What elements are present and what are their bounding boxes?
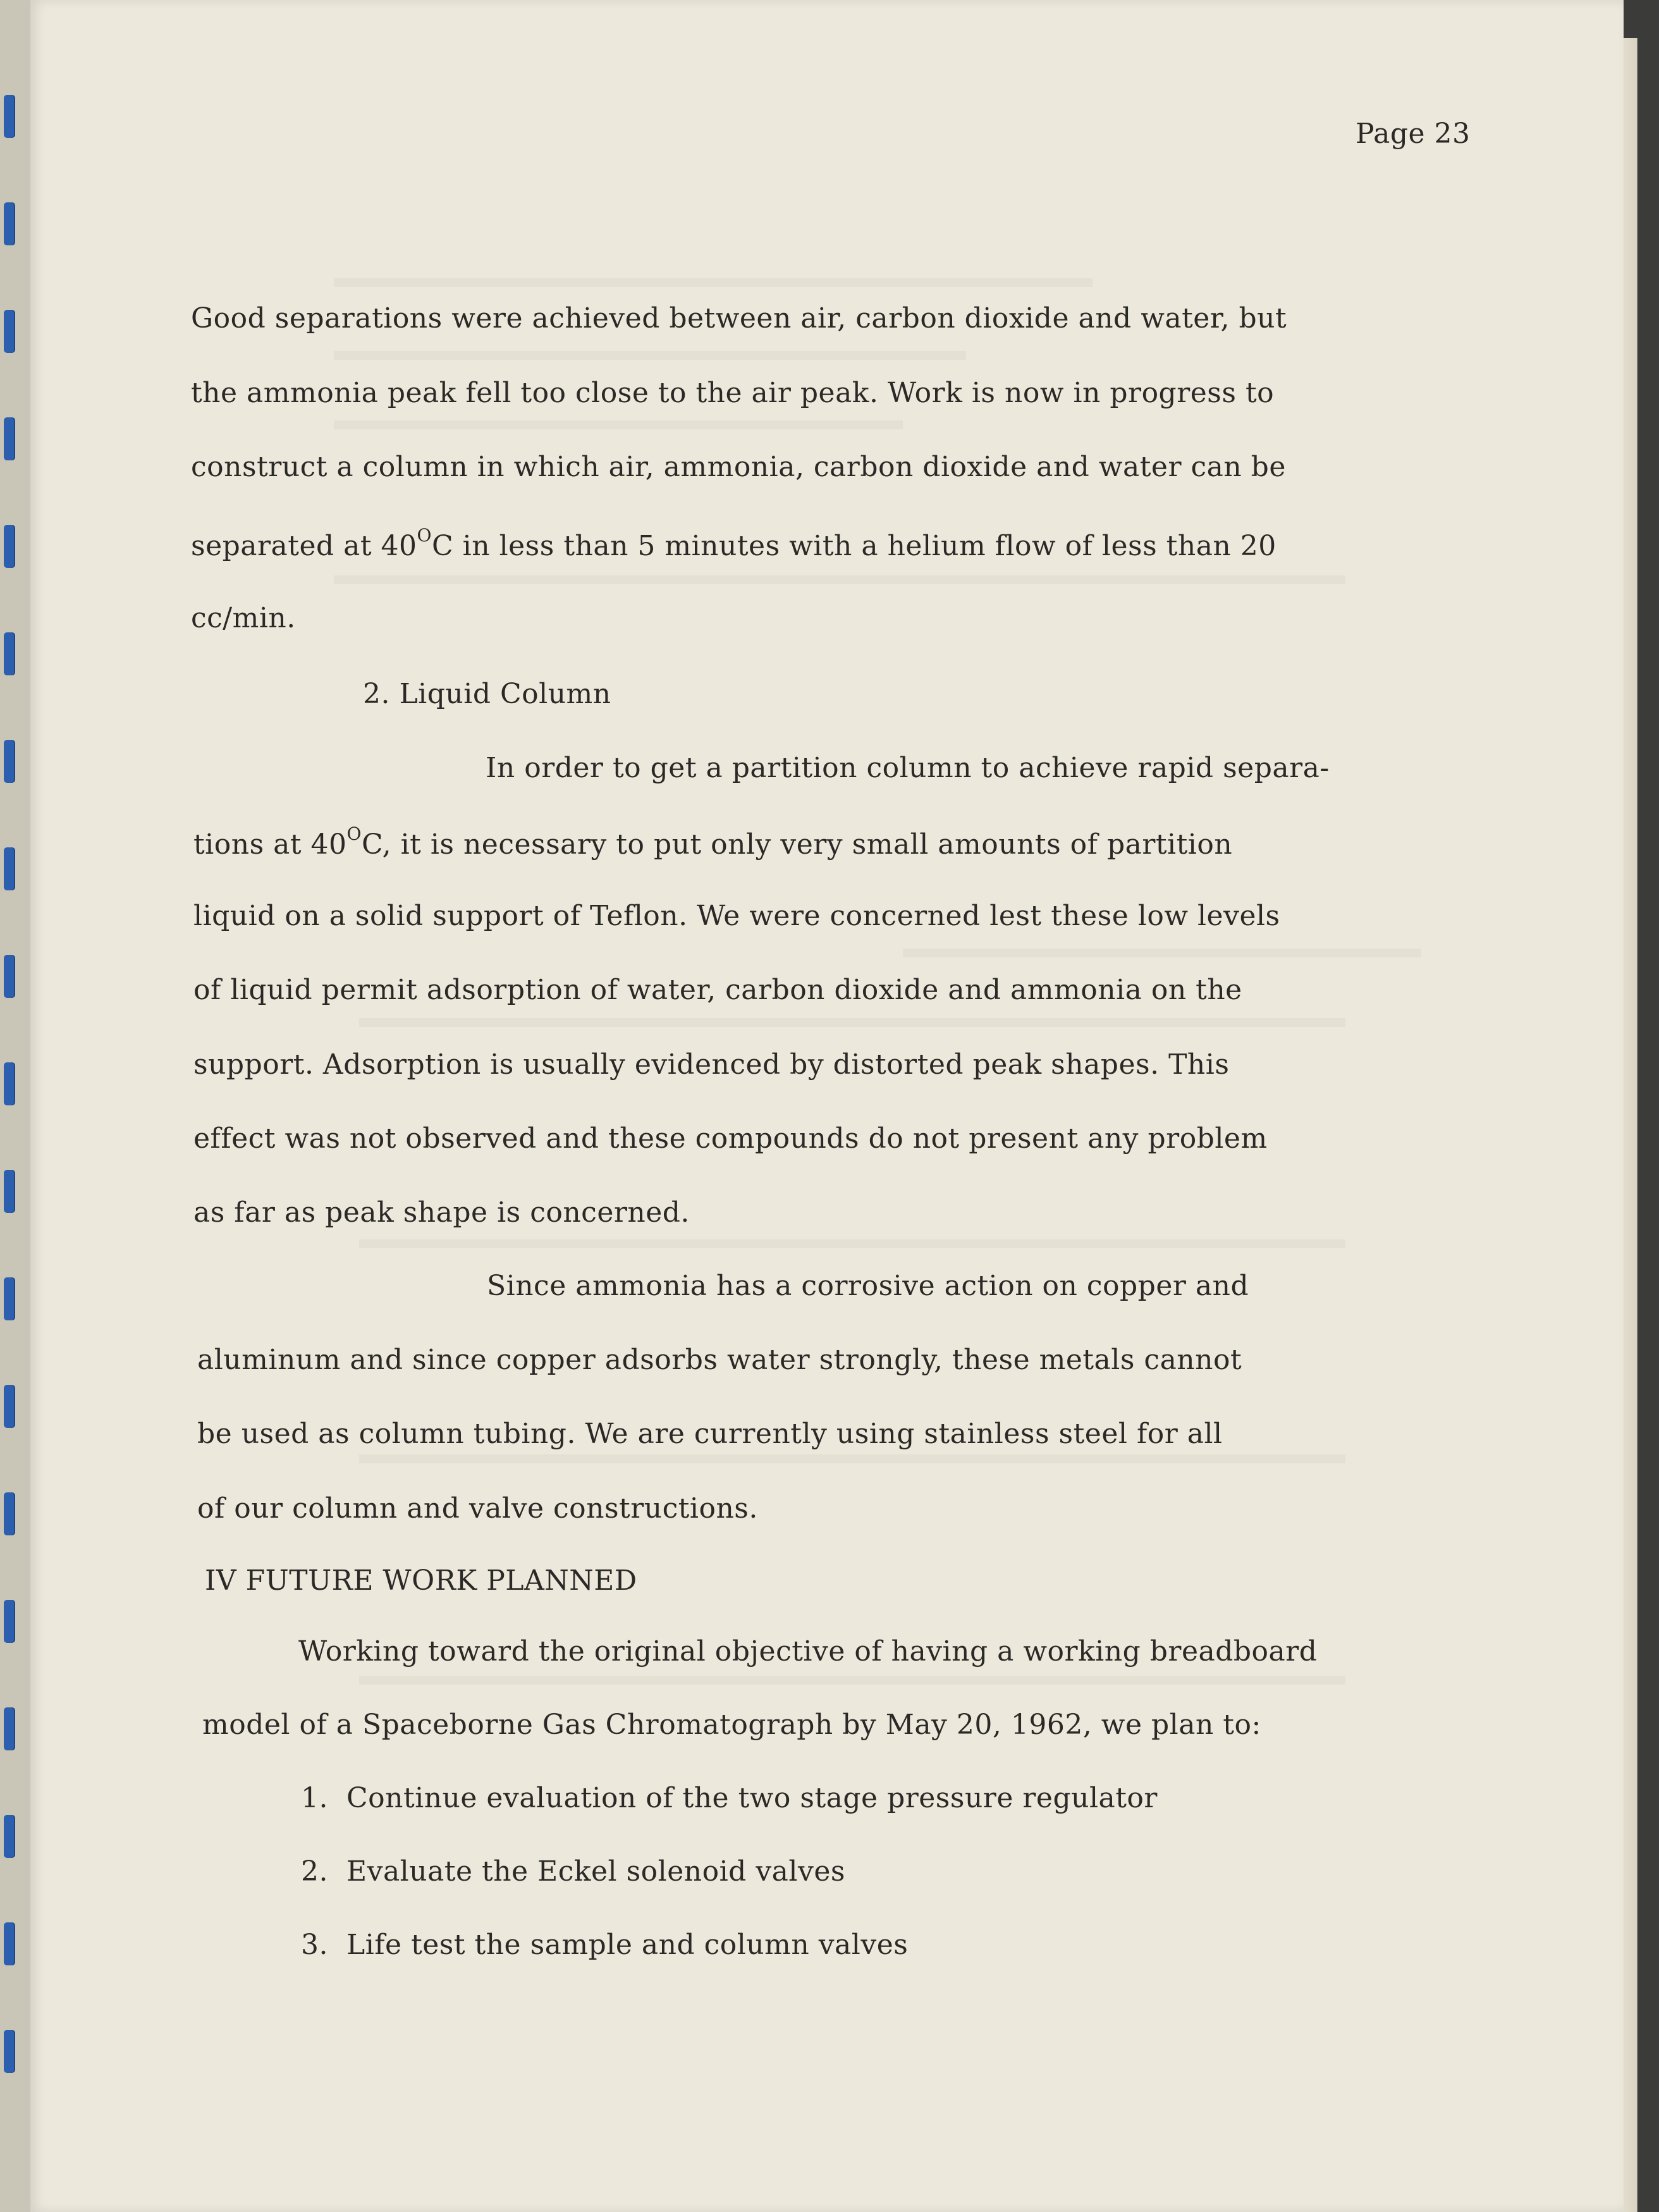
paragraph-2-line-5: support. Adsorption is usually evidenced by distorted peak shapes. This (193, 1048, 1230, 1081)
binding-coil (4, 1815, 14, 1858)
text-run: separated at 40 (191, 530, 417, 562)
section-4-heading: IV FUTURE WORK PLANNED (205, 1564, 637, 1597)
page-number: Page 23 (1356, 118, 1471, 150)
section-2-heading: 2. Liquid Column (363, 678, 611, 710)
binding-coil (4, 847, 14, 890)
bleed-through (334, 421, 903, 429)
binding-coil (4, 1170, 14, 1213)
plan-item-1 (301, 1782, 1158, 1814)
binding-coil (4, 1277, 14, 1320)
bleed-through (334, 278, 1093, 287)
bleed-through (334, 575, 1345, 584)
binding-coil (4, 95, 14, 138)
binding-coil (4, 202, 14, 245)
binding-coil (4, 1385, 14, 1428)
degree-superscript: O (346, 823, 362, 844)
binding-coil (4, 632, 14, 675)
binding-coil (4, 525, 14, 568)
paper-sheet (30, 0, 1624, 2212)
binding-coil (4, 1492, 14, 1535)
paragraph-4-line-2: model of a Spaceborne Gas Chromatograph by May 20, 1962, we plan to: (202, 1709, 1261, 1741)
binding-coil (4, 955, 14, 998)
paragraph-3-line-1: Since ammonia has a corrosive action on copper and (487, 1270, 1249, 1302)
bleed-through (359, 1018, 1345, 1027)
paragraph-4-line-1: Working toward the original objective of having a working breadboard (298, 1635, 1318, 1668)
binding-coil (4, 1922, 14, 1965)
bleed-through (359, 1676, 1345, 1685)
plan-item-number: 3. (301, 1929, 328, 1961)
paragraph-1-line-2: the ammonia peak fell too close to the air peak. Work is now in progress to (191, 377, 1275, 409)
plan-item-2 (301, 1855, 845, 1888)
binding-coil (4, 417, 14, 460)
plan-item-text: Evaluate the Eckel solenoid valves (346, 1855, 845, 1888)
paragraph-1-line-3: construct a column in which air, ammonia, carbon dioxide and water can be (191, 451, 1286, 483)
plan-item-number: 1. (301, 1782, 328, 1814)
paragraph-2-line-3: liquid on a solid support of Teflon. We were concerned lest these low levels (193, 900, 1280, 932)
paragraph-3-line-2: aluminum and since copper adsorbs water strongly, these metals cannot (197, 1344, 1242, 1376)
binding-coil (4, 1600, 14, 1643)
binding-coil (4, 740, 14, 783)
plan-item-text: Life test the sample and column valves (346, 1929, 909, 1961)
bleed-through (903, 949, 1421, 957)
text-run: C, it is necessary to put only very small amounts of partition (362, 828, 1233, 861)
bleed-through (334, 351, 966, 360)
text-run: C in less than 5 minutes with a helium flow of less than 20 (432, 530, 1276, 562)
binding-coil (4, 2030, 14, 2073)
binding-coil (4, 1062, 14, 1105)
paragraph-2-line-6: effect was not observed and these compounds do not present any problem (193, 1122, 1268, 1155)
plan-item-3 (301, 1929, 908, 1961)
paragraph-3-line-4: of our column and valve constructions. (197, 1492, 758, 1525)
paragraph-2-line-1: In order to get a partition column to achieve rapid separa- (486, 752, 1330, 784)
bleed-through (359, 1454, 1345, 1463)
plan-item-number: 2. (301, 1855, 328, 1888)
bleed-through (359, 1239, 1345, 1248)
text-run: tions at 40 (193, 828, 347, 861)
paragraph-3-line-3: be used as column tubing. We are currently using stainless steel for all (197, 1418, 1223, 1450)
paragraph-2-line-7: as far as peak shape is concerned. (193, 1196, 690, 1229)
paragraph-2-line-2 (193, 823, 1232, 861)
paragraph-2-line-4: of liquid permit adsorption of water, carbon dioxide and ammonia on the (193, 974, 1242, 1006)
paragraph-1-line-1: Good separations were achieved between air, carbon dioxide and water, but (191, 302, 1287, 335)
paragraph-1-line-4 (191, 525, 1276, 562)
binding-coil (4, 1707, 14, 1750)
degree-superscript: O (417, 525, 432, 546)
plan-item-text: Continue evaluation of the two stage pressure regulator (346, 1782, 1158, 1814)
paragraph-1-line-5: cc/min. (191, 602, 296, 634)
binding-coil (4, 310, 14, 353)
